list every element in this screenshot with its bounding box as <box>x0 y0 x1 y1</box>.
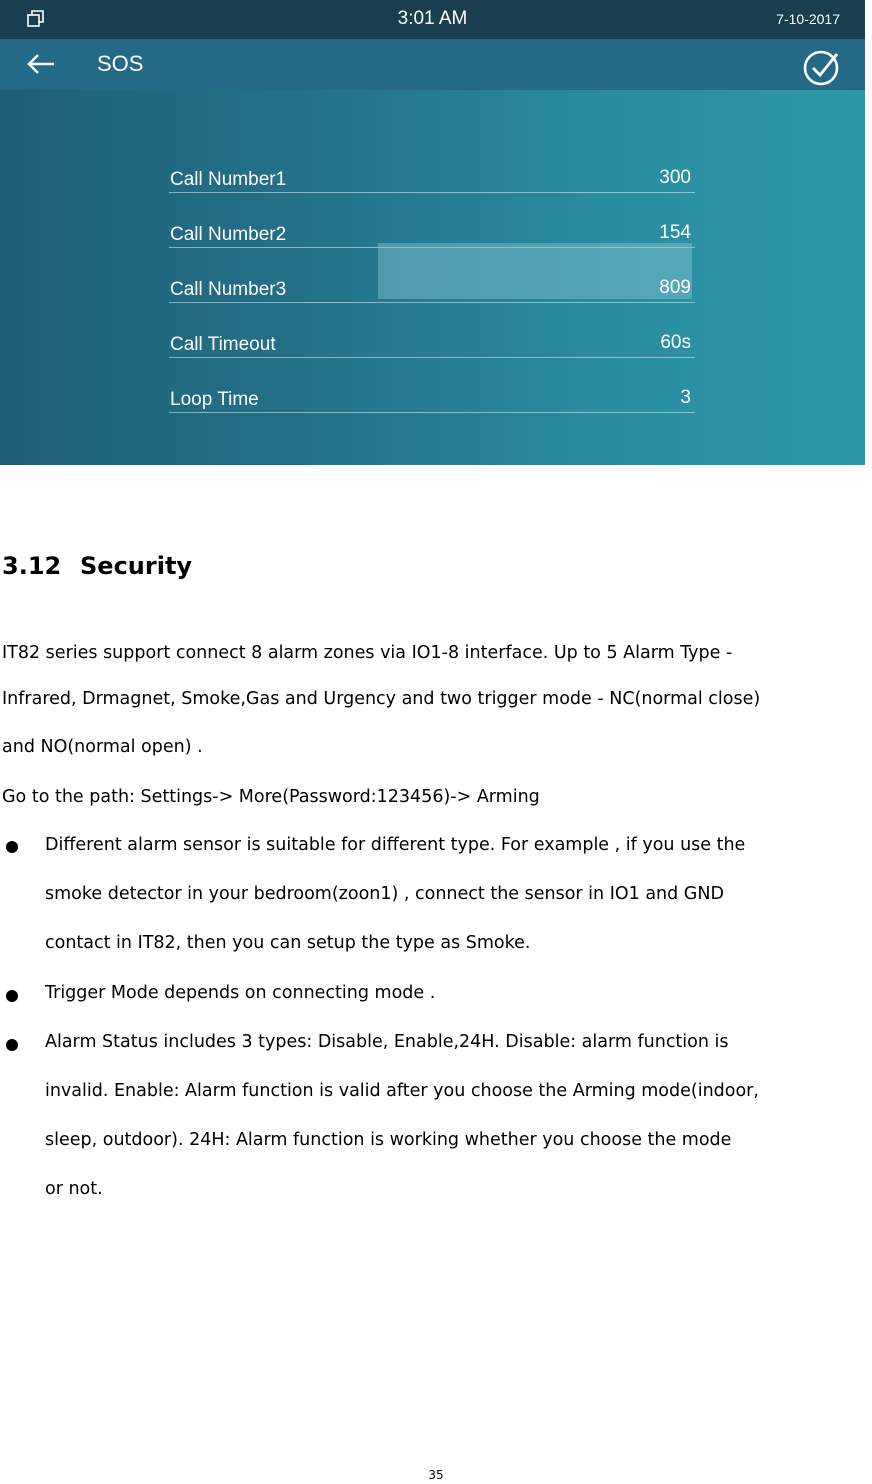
paragraph-line: IT82 series support connect 8 alarm zones via IO1-8 interface. Up to 5 Alarm Type - <box>2 643 733 663</box>
paragraph-line: Infrared, Drmagnet, Smoke,Gas and Urgency and two trigger mode - NC(normal close) <box>2 689 761 709</box>
title-bar <box>0 39 865 90</box>
setting-row-call-number1[interactable] <box>169 156 695 193</box>
bullet-line: contact in IT82, then you can setup the type as Smoke. <box>45 933 531 953</box>
section-title: Security <box>80 552 193 580</box>
bullet-icon <box>6 990 18 1002</box>
setting-row-call-timeout[interactable] <box>169 321 695 358</box>
bullet-icon <box>6 1039 18 1051</box>
bullet-line: smoke detector in your bedroom(zoon1) , connect the sensor in IO1 and GND <box>45 884 724 904</box>
bullet-line: Different alarm sensor is suitable for different type. For example , if you use the <box>45 835 746 855</box>
section-heading <box>2 552 192 580</box>
bullet-icon <box>6 841 18 853</box>
bullet-line: Alarm Status includes 3 types: Disable, Enable,24H. Disable: alarm function is <box>45 1032 729 1052</box>
setting-value[interactable]: 300 <box>659 167 691 188</box>
setting-label: Call Number2 <box>170 224 287 245</box>
check-circle-icon[interactable] <box>801 47 841 87</box>
setting-label: Loop Time <box>170 389 259 410</box>
setting-value[interactable]: 809 <box>659 277 691 298</box>
status-bar <box>0 0 865 39</box>
bullet-line: sleep, outdoor). 24H: Alarm function is working whether you choose the mode <box>45 1130 732 1150</box>
page-title: SOS <box>97 51 144 76</box>
status-date: 7-10-2017 <box>776 11 840 27</box>
status-time: 3:01 AM <box>397 8 468 29</box>
bullet-line: or not. <box>45 1179 103 1199</box>
setting-row-call-number3[interactable] <box>169 266 695 303</box>
setting-value[interactable]: 154 <box>659 222 691 243</box>
page-number: 35 <box>428 1468 444 1482</box>
sos-settings-screenshot <box>0 0 865 465</box>
path-line: Go to the path: Settings-> More(Password:123456)-> Arming <box>2 787 540 807</box>
bullet-line: Trigger Mode depends on connecting mode . <box>45 983 436 1003</box>
selection-highlight <box>378 243 692 299</box>
setting-value[interactable]: 3 <box>680 387 691 408</box>
setting-label: Call Timeout <box>170 334 276 355</box>
bullet-line: invalid. Enable: Alarm function is valid after you choose the Arming mode(indoor, <box>45 1081 759 1101</box>
paragraph-line: and NO(normal open) . <box>2 737 203 757</box>
setting-label: Call Number1 <box>170 169 287 190</box>
setting-value[interactable]: 60s <box>660 332 691 353</box>
setting-label: Call Number3 <box>170 279 287 300</box>
section-number: 3.12 <box>2 552 62 580</box>
back-arrow-icon[interactable] <box>26 53 56 75</box>
setting-row-loop-time[interactable] <box>169 376 695 413</box>
